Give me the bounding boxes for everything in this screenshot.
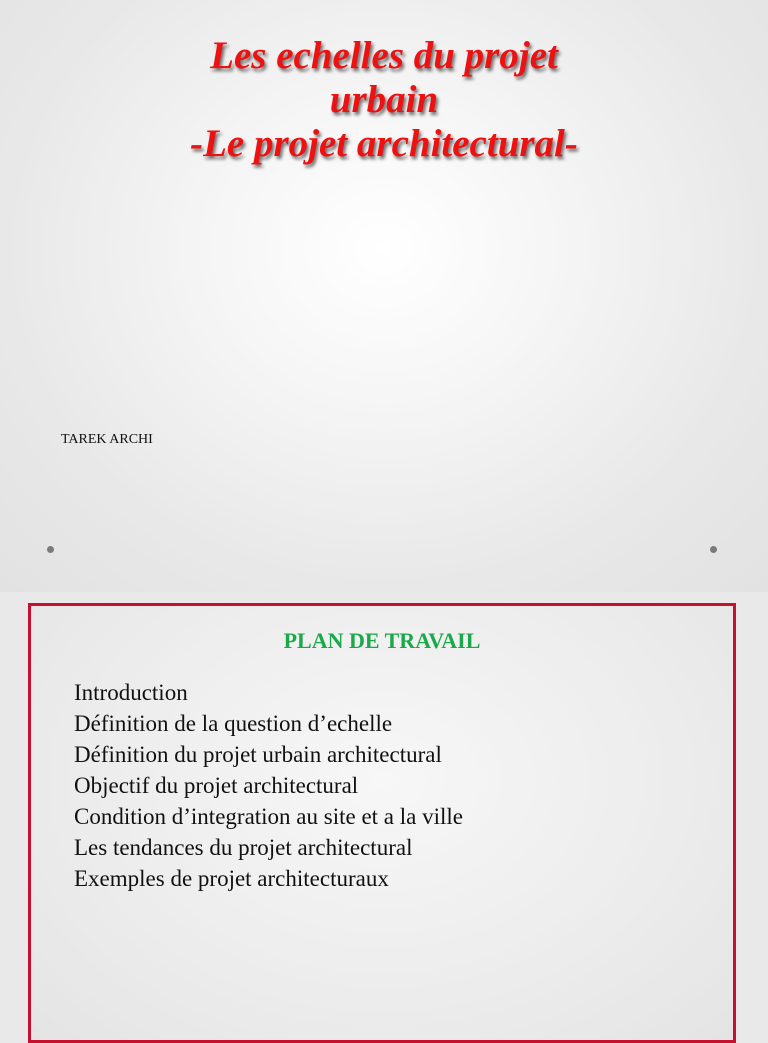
author-name: TAREK ARCHI — [61, 432, 153, 447]
plan-item-tendances: Les tendances du projet architectural — [74, 835, 413, 860]
slide-title-line-3: -Le projet architectural- — [190, 122, 578, 165]
plan-item-exemples: Exemples de projet architecturaux — [74, 866, 389, 891]
plan-item-condition: Condition d’integration au site et a la ville — [74, 804, 463, 829]
slide-title-line-2: urbain — [329, 78, 439, 121]
plan-slide — [28, 603, 736, 1043]
plan-item-definition-projet: Définition du projet urbain architectural — [74, 742, 442, 767]
plan-list — [74, 677, 463, 894]
slide-title — [0, 34, 768, 166]
plan-heading: PLAN DE TRAVAIL — [283, 628, 481, 653]
plan-item-definition-echelle: Définition de la question d’echelle — [74, 711, 393, 736]
plan-item-objectif: Objectif du projet architectural — [74, 773, 359, 798]
plan-item-introduction: Introduction — [74, 680, 188, 705]
right-dot-marker — [710, 546, 717, 553]
left-dot-marker — [47, 546, 54, 553]
slide-title-line-1: Les echelles du projet — [210, 34, 558, 77]
